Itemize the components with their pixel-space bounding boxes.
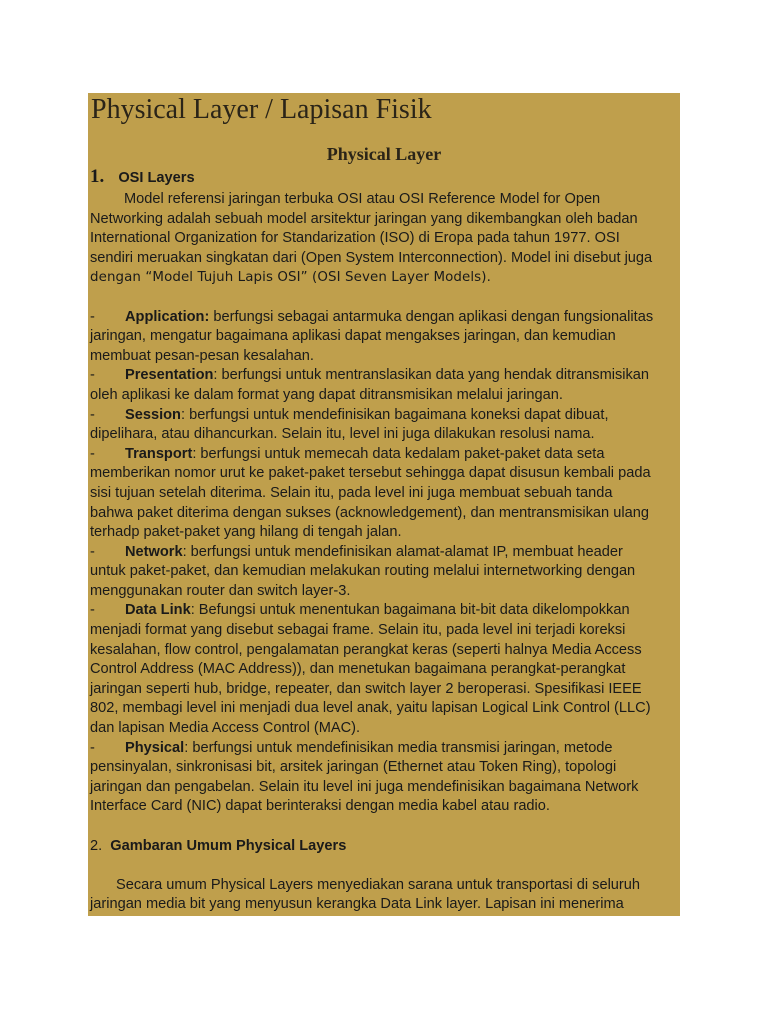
layer-name: Transport <box>125 445 193 462</box>
layer-text: : berfungsi untuk memecah data kedalam paket-paket data seta <box>192 445 605 462</box>
section-2-heading <box>90 837 678 857</box>
layer-text: oleh aplikasi ke dalam format yang dapat ditransmisikan melalui jaringan. <box>90 386 563 403</box>
layer-text: jaringan, mengatur bagaimana aplikasi dapat mengakses jaringan, dan kemudian <box>90 328 616 345</box>
layer-text: : berfungsi untuk mendefinisikan bagaimana koneksi dapat dibuat, <box>180 406 609 423</box>
bullet-dash: - <box>90 367 95 384</box>
layer-text: membuat pesan-pesan kesalahan. <box>90 347 314 364</box>
intro-line: dengan “Model Tujuh Lapis OSI” (OSI Seven Layer Models). <box>90 270 491 286</box>
document-body <box>90 190 678 915</box>
section-1-heading <box>90 167 195 189</box>
bullet-dash: - <box>90 445 95 462</box>
layer-data-link <box>90 601 678 621</box>
layer-transport <box>90 445 678 465</box>
layer-name: Physical <box>125 739 185 756</box>
layer-name: Network <box>125 543 183 560</box>
bullet-dash: - <box>90 602 95 619</box>
section-1-number: 1. <box>90 166 105 187</box>
bullet-dash: - <box>90 406 95 423</box>
spacer <box>90 288 678 308</box>
layer-text: : berfungsi untuk mendefinisikan alamat-alamat IP, membuat header <box>182 543 623 560</box>
layer-text: dipelihara, atau dihancurkan. Selain itu, level ini juga dilakukan resolusi nama. <box>90 426 595 443</box>
bullet-dash: - <box>90 543 95 560</box>
intro-line: International Organization for Standarization (ISO) di Eropa pada tahun 1977. OSI <box>90 230 620 247</box>
section-2-text: Secara umum Physical Layers menyediakan sarana untuk transportasi di seluruh <box>116 876 641 893</box>
layer-session <box>90 406 678 426</box>
layer-text: jaringan dan pengabelan. Selain itu level ini juga mendefinisikan bagaimana Network <box>90 778 639 795</box>
layer-name: Presentation <box>125 367 214 384</box>
layer-text: kesalahan, flow control, pengalamatan perangkat keras (seperti halnya Media Access <box>90 641 642 658</box>
intro-line: sendiri meruakan singkatan dari (Open System Interconnection). Model ini disebut juga <box>90 249 653 266</box>
layer-text: menggunakan router dan switch layer-3. <box>90 582 351 599</box>
intro-line: Model referensi jaringan terbuka OSI atau OSI Reference Model for Open <box>124 191 601 207</box>
bullet-dash: - <box>90 308 95 325</box>
layer-text: : berfungsi untuk mentranslasikan data yang hendak ditransmisikan <box>213 367 650 384</box>
document-title: Physical Layer / Lapisan Fisik <box>91 94 432 125</box>
bullet-dash: - <box>90 739 95 756</box>
layer-network <box>90 543 678 563</box>
layer-physical <box>90 739 678 759</box>
layer-text: 802, membagi level ini menjadi dua level anak, yaitu lapisan Logical Link Control (LLC) <box>90 700 651 717</box>
section-2-line: jaringan media bit yang menyusun kerangka Data Link layer. Lapisan ini menerima <box>90 896 624 913</box>
layer-text: memberikan nomor urut ke paket-paket tersebut sehingga dapat disusun kembali pada <box>90 465 651 482</box>
spacer <box>90 856 678 876</box>
spacer <box>90 817 678 837</box>
layer-name: Session <box>125 406 181 423</box>
layer-presentation <box>90 366 678 386</box>
intro-line: Networking adalah sebuah model arsitektur jaringan yang dikembangkan oleh badan <box>90 210 638 227</box>
section-1-label: OSI Layers <box>118 170 195 186</box>
layer-text: : Befungsi untuk menentukan bagaimana bit-bit data dikelompokkan <box>190 602 630 619</box>
layer-text: sisi tujuan setelah diterima. Selain itu, pada level ini juga membuat sebuah tanda <box>90 484 613 501</box>
layer-text: dan lapisan Media Access Control (MAC). <box>90 720 361 737</box>
document-subtitle: Physical Layer <box>326 144 442 164</box>
layer-application <box>90 308 678 328</box>
layer-text: pensinyalan, sinkronisasi bit, arsitek jaringan (Ethernet atau Token Ring), topologi <box>90 759 617 776</box>
layer-text: : berfungsi untuk mendefinisikan media transmisi jaringan, metode <box>184 739 613 756</box>
layer-text: untuk paket-paket, dan kemudian melakukan routing melalui internetworking dengan <box>90 563 636 580</box>
layer-text: berfungsi sebagai antarmuka dengan aplikasi dengan fungsionalitas <box>209 308 654 325</box>
layer-name: Application: <box>125 308 210 325</box>
layer-name: Data Link <box>125 602 191 619</box>
section-2-label: Gambaran Umum Physical Layers <box>110 837 347 854</box>
layer-text: menjadi format yang disebut sebagai frame. Selain itu, pada level ini terjadi koreksi <box>90 622 626 639</box>
layer-text: terhadp paket-paket yang hilang di tengah jalan. <box>90 524 402 541</box>
layer-text: jaringan seperti hub, bridge, repeater, dan switch layer 2 beroperasi. Spesifikasi IEEE <box>90 680 642 697</box>
section-2-line <box>90 876 678 896</box>
layer-text: Interface Card (NIC) dapat berinteraksi dengan media kabel atau radio. <box>90 798 550 815</box>
section-2-number: 2. <box>90 837 103 854</box>
layer-text: bahwa paket diterima dengan sukses (acknowledgement), dan mentransmisikan ulang <box>90 504 649 521</box>
layer-text: Control Address (MAC Address)), dan menetukan bagaimana perangkat-perangkat <box>90 661 626 678</box>
document-page <box>88 93 680 916</box>
